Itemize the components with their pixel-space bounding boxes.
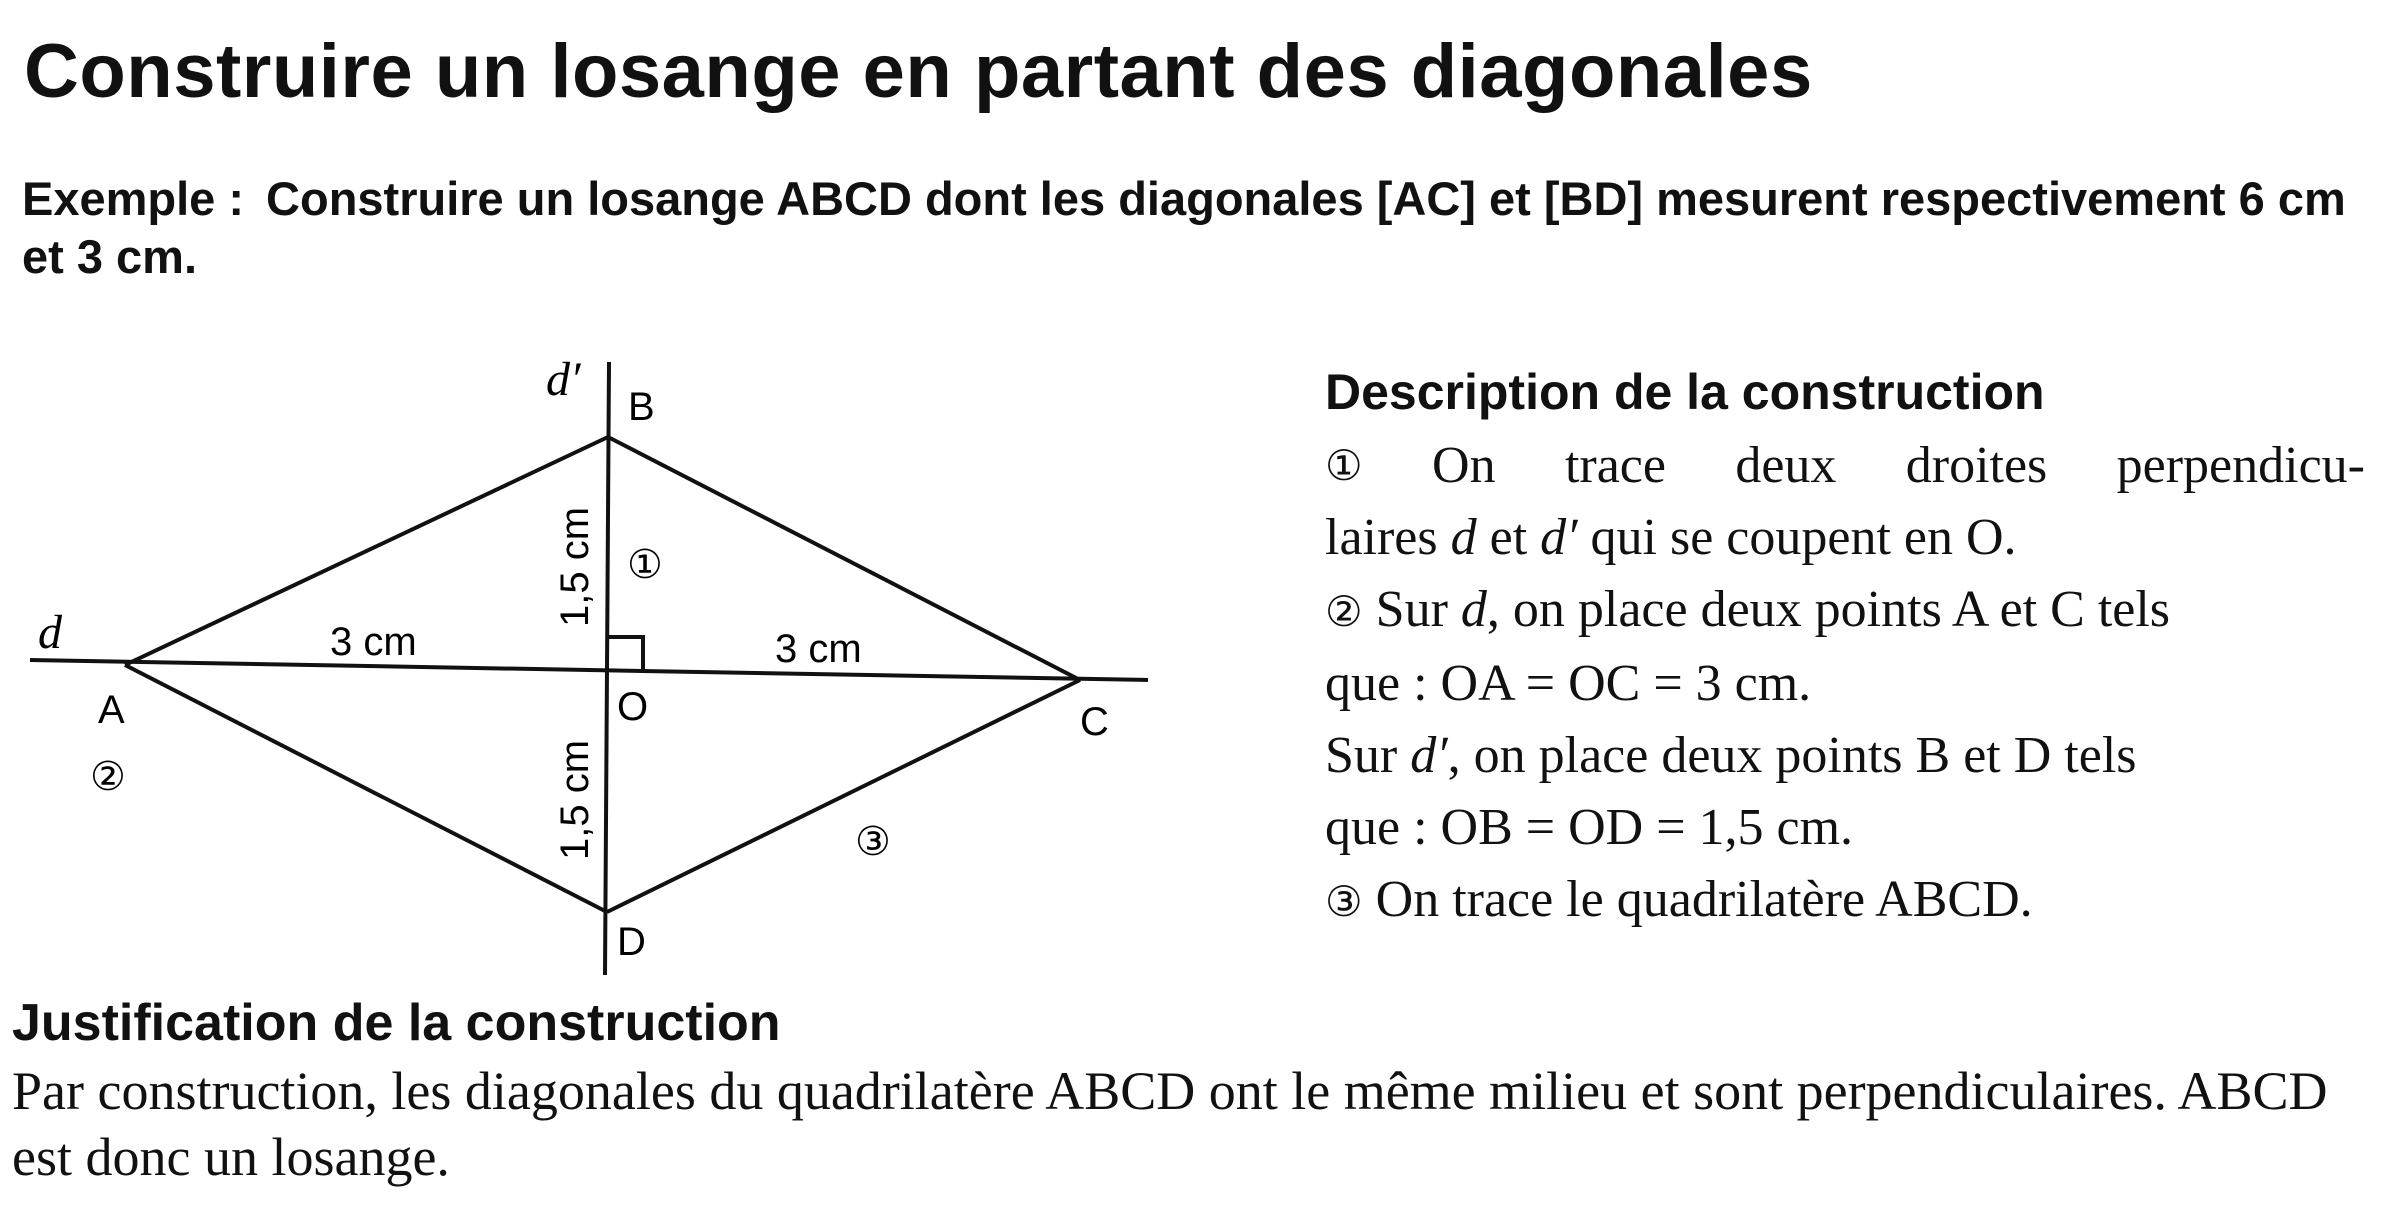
step2-text: Sur bbox=[1325, 727, 1411, 784]
step2-text: , on place deux points B et D tels bbox=[1447, 727, 2137, 784]
example-text: Construire un losange ABCD dont les diagonales [AC] et [BD] mesurent respectivement 6 cm et 3 cm. bbox=[22, 172, 2346, 283]
step1-var-d-prime: d′ bbox=[1540, 509, 1578, 566]
step2-text: Sur bbox=[1362, 581, 1461, 638]
label-point-c: C bbox=[1080, 700, 1109, 744]
page-title: Construire un losange en partant des diagonales bbox=[24, 29, 1813, 114]
rhombus-construction-figure bbox=[0, 340, 1250, 980]
side-cd bbox=[607, 680, 1080, 912]
justification-text: Par construction, les diagonales du quadrilatère ABCD ont le même milieu et sont perpendiculaires. ABCD est donc un losange. bbox=[12, 1061, 2328, 1187]
label-point-b: B bbox=[628, 385, 655, 429]
step1-line1 bbox=[1325, 430, 2365, 502]
step1-word: On bbox=[1432, 437, 1496, 494]
step2-marker: ② bbox=[1325, 587, 1363, 636]
step1-word: trace bbox=[1564, 437, 1666, 494]
length-label-od: 1,5 cm bbox=[553, 739, 597, 860]
construction-description bbox=[1325, 360, 2365, 938]
label-d-prime: d′ bbox=[546, 353, 581, 406]
step3-marker: ③ bbox=[1325, 877, 1363, 926]
step2-line3 bbox=[1325, 720, 2365, 792]
line-d-prime bbox=[605, 362, 609, 975]
step1-text: et bbox=[1476, 509, 1541, 566]
step1-text: qui se coupent en O. bbox=[1577, 509, 2017, 566]
step1-word: perpendicu- bbox=[2116, 437, 2365, 494]
example-label: Exemple : bbox=[22, 172, 245, 225]
line-d bbox=[30, 660, 1148, 680]
step1-var-d: d bbox=[1450, 509, 1477, 566]
step3-text: On trace le quadrilatère ABCD. bbox=[1362, 871, 2033, 928]
step1-marker: ① bbox=[1325, 441, 1363, 490]
step2-text: , on place deux points A et C tels bbox=[1486, 581, 2171, 638]
step1-line2 bbox=[1325, 502, 2365, 574]
label-d: d bbox=[38, 606, 62, 659]
side-da bbox=[125, 665, 607, 912]
justification-heading: Justification de la construction bbox=[12, 994, 781, 1052]
step1-word: deux bbox=[1735, 437, 1837, 494]
step2-line1 bbox=[1325, 574, 2365, 648]
step3-line bbox=[1325, 864, 2365, 938]
step2-var-d: d bbox=[1460, 581, 1487, 638]
step2-var-d-prime: d′ bbox=[1410, 727, 1448, 784]
step-marker-1: ① bbox=[627, 543, 663, 587]
step1-text: laires bbox=[1325, 509, 1451, 566]
label-point-d: D bbox=[617, 920, 646, 964]
step-marker-3: ③ bbox=[855, 820, 891, 864]
description-heading: Description de la construction bbox=[1325, 364, 2045, 420]
example-statement bbox=[22, 170, 2352, 286]
step2-line4: que : OB = OD = 1,5 cm. bbox=[1325, 799, 1854, 856]
label-point-o: O bbox=[617, 685, 649, 729]
right-angle-mark bbox=[608, 637, 643, 669]
length-label-ob: 1,5 cm bbox=[553, 506, 597, 627]
length-label-oc: 3 cm bbox=[775, 627, 862, 671]
length-label-oa: 3 cm bbox=[330, 620, 417, 664]
step1-word: droites bbox=[1905, 437, 2048, 494]
step2-line2: que : OA = OC = 3 cm. bbox=[1325, 655, 1812, 712]
step-marker-2: ② bbox=[90, 755, 126, 799]
label-point-a: A bbox=[98, 688, 125, 732]
